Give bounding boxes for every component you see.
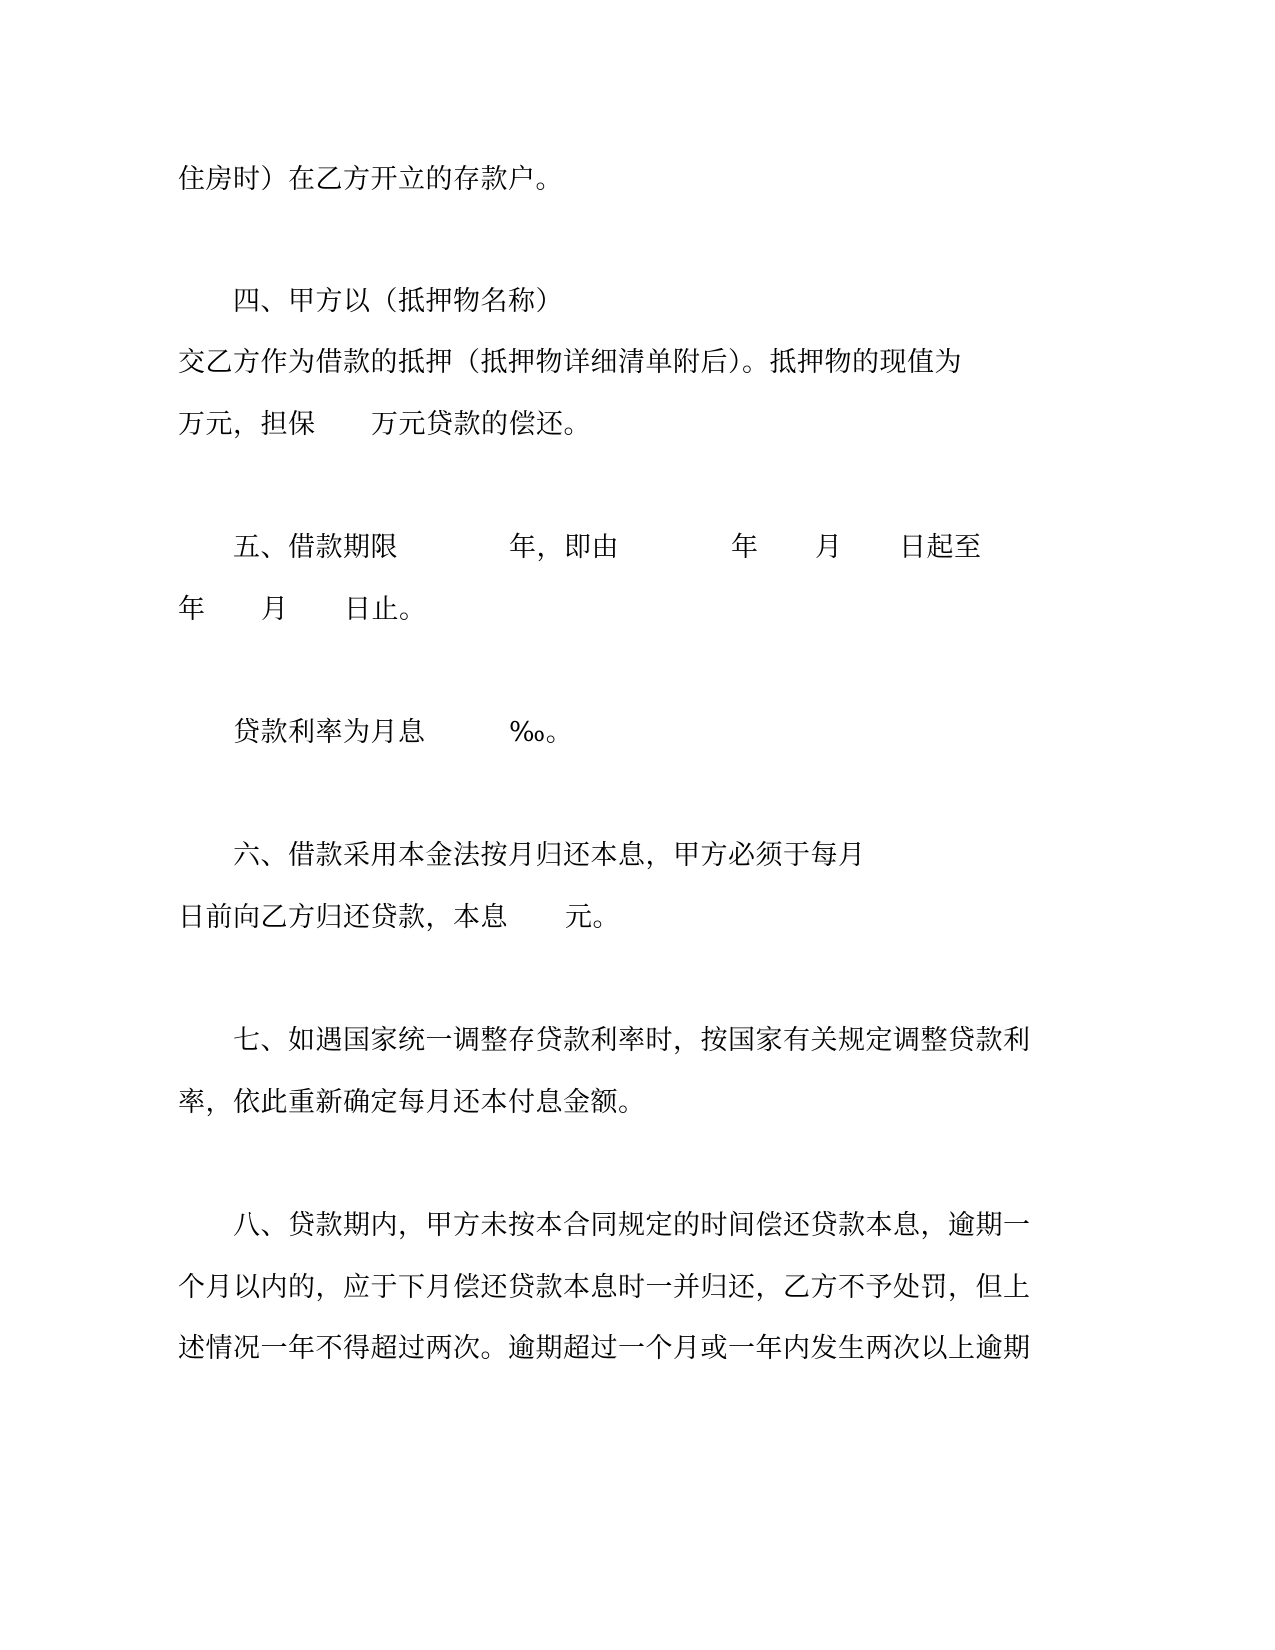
text-line: 率，依此重新确定每月还本付息金额。 (178, 1087, 646, 1118)
text-line: 六、借款采用本金法按月归还本息，甲方必须于每月 (233, 840, 866, 871)
text-line: 住房时）在乙方开立的存款户。 (178, 164, 563, 195)
text-line: 八、贷款期内，甲方未按本合同规定的时间偿还贷款本息，逾期一 (233, 1210, 1031, 1241)
text-line: 贷款利率为月息 (233, 717, 426, 748)
text-line: 元。 (565, 902, 620, 933)
text-line: 年，即由 (509, 532, 619, 563)
text-line: 万元贷款的偿还。 (371, 409, 591, 440)
text-line: 年 (731, 532, 759, 563)
text-line: 万元，担保 (178, 409, 316, 440)
text-line: 日止。 (344, 594, 427, 625)
text-line: 七、如遇国家统一调整存贷款利率时，按国家有关规定调整贷款利 (233, 1025, 1031, 1056)
text-line: 五、借款期限 (233, 532, 398, 563)
text-line: ‰。 (509, 717, 574, 748)
text-line: 个月以内的，应于下月偿还贷款本息时一并归还，乙方不予处罚，但上 (178, 1272, 1031, 1303)
text-line: 月 (815, 532, 843, 563)
text-line: 述情况一年不得超过两次。逾期超过一个月或一年内发生两次以上逾期 (178, 1333, 1031, 1364)
text-line: 日前向乙方归还贷款，本息 (178, 902, 508, 933)
text-line: 月 (261, 594, 289, 625)
text-line: 日起至 (899, 532, 982, 563)
text-line: 年 (178, 594, 206, 625)
text-line: 四、甲方以（抵押物名称） (233, 286, 563, 317)
text-line: 交乙方作为借款的抵押（抵押物详细清单附后）。抵押物的现值为 (178, 347, 962, 378)
